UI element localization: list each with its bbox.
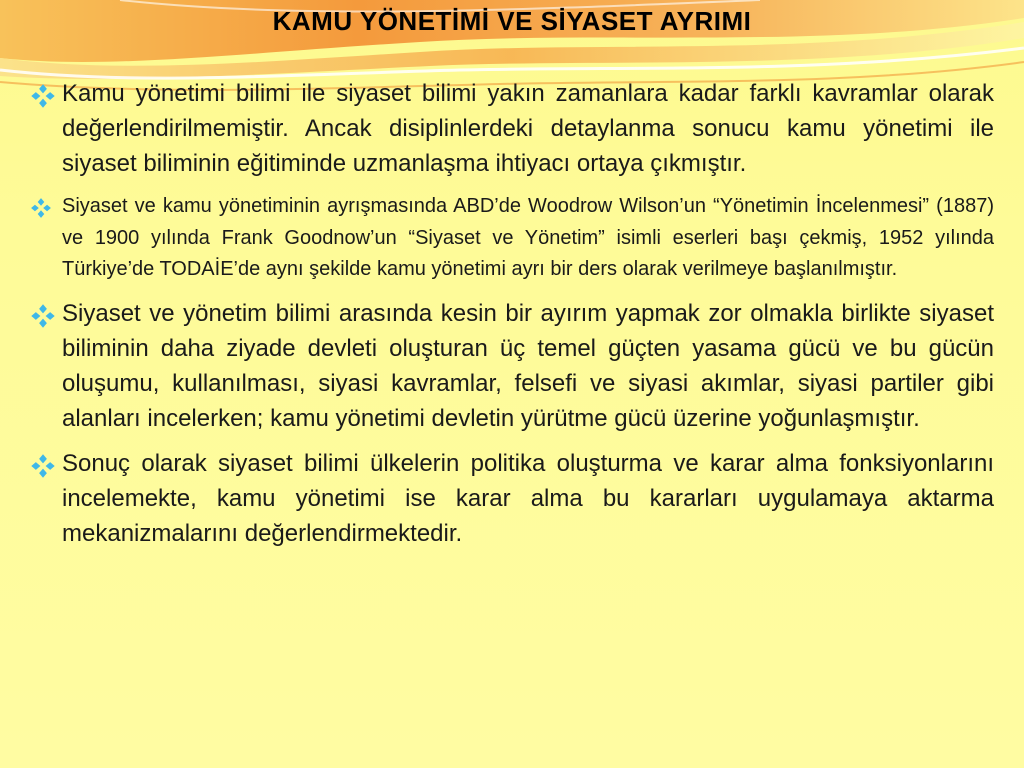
four-diamond-bullet-icon — [30, 83, 56, 109]
four-diamond-bullet-icon — [30, 303, 56, 329]
bullet-text: Siyaset ve yönetim bilimi arasında kesin bir ayırım yapmak zor olmakla birlikte siyaset biliminin daha ziyade devleti oluşturan üç temel güçten yasama gücü ve bu gücün oluşumu, kullanılması, siyasi kavramlar, felsefi ve siyasi akımlar, siyasi partiler gibi alanları incelerken; kamu yönetimi devletin yürütme gücü üzerine yoğunlaşmıştır. — [62, 299, 994, 432]
bullet-item — [30, 296, 994, 436]
bullet-text: Siyaset ve kamu yönetiminin ayrışmasında ABD’de Woodrow Wilson’un “Yönetimin İncelenmesi” (1887) ve 1900 yılında Frank Goodnow’un “Siyaset ve Yönetim” isimli eserleri başı çekmiş, 1952 yılında Türkiye’de TODAİE’de aynı şekilde kamu yönetimi ayrı bir ders olarak verilmeye başlanılmıştır. — [62, 195, 994, 280]
bullet-text: Kamu yönetimi bilimi ile siyaset bilimi yakın zamanlara kadar farklı kavramlar olarak değerlendirilmemiştir. Ancak disiplinlerdeki detaylanma sonucu kamu yönetimi ile siyaset biliminin eğitiminde uzmanlaşma ihtiyacı ortaya çıkmıştır. — [62, 80, 994, 177]
bullet-item — [30, 446, 994, 551]
bullet-text: Sonuç olarak siyaset bilimi ülkelerin politika oluşturma ve karar alma fonksiyonlarını incelemekte, kamu yönetimi ise karar alma bu kararları uygulamaya aktarma mekanizmalarını değerlendirmektedir. — [62, 449, 994, 547]
bullet-list — [30, 76, 994, 551]
four-diamond-bullet-icon — [30, 453, 56, 479]
bullet-item — [30, 191, 994, 286]
bullet-item — [30, 76, 994, 181]
slide-title: KAMU YÖNETİMİ VE SİYASET AYRIMI — [272, 6, 752, 36]
four-diamond-bullet-icon — [30, 197, 52, 219]
